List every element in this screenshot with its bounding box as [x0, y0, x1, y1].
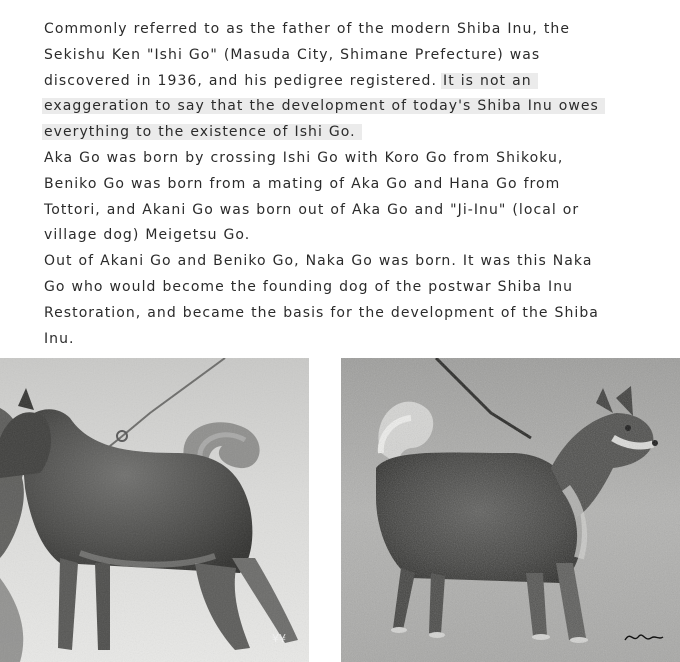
paragraph-naka-go: Out of Akani Go and Beniko Go, Naka Go was born. It was this Naka Go who would become the founding dog of the postwar Shiba Inu Restoration, and became the basis for the development of the Shiba Inu.	[44, 253, 599, 347]
dog-photo-right	[341, 358, 680, 662]
dog-photo-left-image	[0, 358, 309, 662]
paragraph-lineage: Aka Go was born by crossing Ishi Go with Koro Go from Shikoku, Beniko Go was born from a mating of Aka Go and Hana Go from Tottori, and Akani Go was born out of Aka Go and "Ji-Inu" (local or village dog) Meigetsu Go.	[44, 149, 580, 244]
paragraph-ishi-go	[44, 17, 604, 146]
paragraph-ishi-go-intro: Commonly referred to as the father of the modern Shiba Inu, the Sekishu Ken "Ishi Go" (Masuda City, Shimane Prefecture) was discovered in 1936, and his pedigree registered.	[44, 21, 571, 89]
article-text	[44, 17, 604, 352]
dog-photo-left	[0, 358, 309, 662]
dog-photo-right-image	[341, 358, 680, 662]
svg-text:¥¥: ¥¥	[272, 632, 286, 645]
highlighted-sentence: It is not an exaggeration to say that the development of today's Shiba Inu owes everything to the existence of Ishi Go.	[44, 72, 599, 141]
